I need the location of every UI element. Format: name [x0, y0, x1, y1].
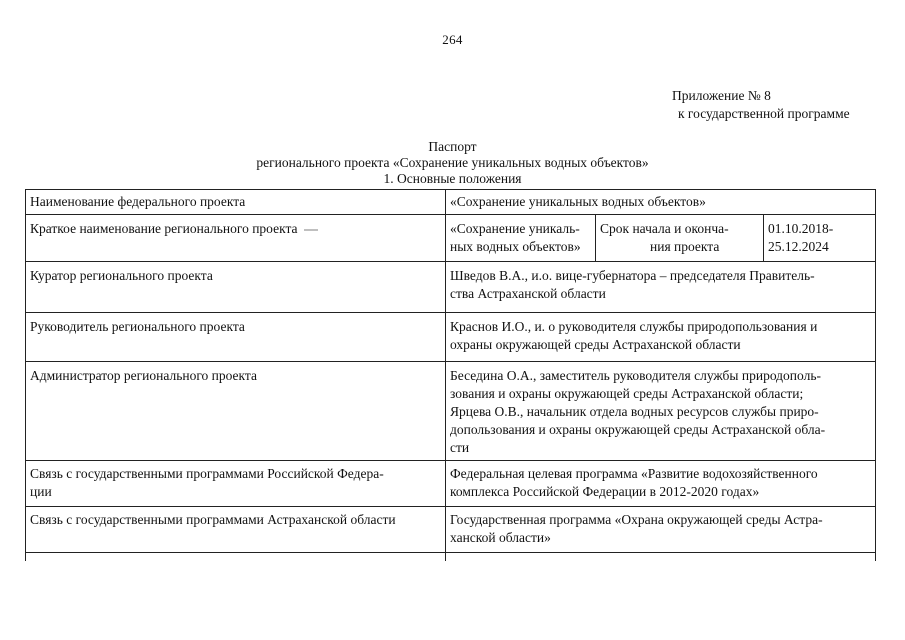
curator-value-line: Шведов В.А., и.о. вице-губернатора – председателя Правитель- — [450, 268, 815, 283]
regional-programs-value-line: ханской области» — [450, 530, 551, 545]
passport-table — [25, 189, 876, 561]
administrator-label: Администратор регионального проекта — [30, 368, 257, 383]
regional-programs-value-line: Государственная программа «Охрана окружающей среды Астра- — [450, 512, 823, 527]
page-number: 264 — [442, 32, 463, 47]
administrator-value-line: Ярцева О.В., начальник отдела водных ресурсов службы приро- — [450, 404, 819, 419]
head-value-line: Краснов И.О., и. о руководителя службы природопользования и — [450, 319, 818, 334]
value-cell — [446, 262, 876, 313]
value-cell — [446, 461, 876, 507]
administrator-value-line: сти — [450, 440, 470, 455]
scan-mark — [304, 229, 318, 231]
table-row-federal-programs — [26, 461, 876, 507]
administrator-value-line: зования и охраны окружающей среды Астраханской области; — [450, 386, 804, 401]
term-value: 01.10.2018- 25.12.2024 — [768, 221, 834, 254]
federal-project-label: Наименование федерального проекта — [30, 194, 246, 209]
appendix-line-2: к государственной программе — [678, 106, 850, 121]
administrator-value-line: допользования и охраны окружающей среды Астраханской обла- — [450, 422, 826, 437]
label-cell — [26, 507, 446, 553]
label-cell — [26, 362, 446, 461]
blank-cell — [446, 553, 876, 562]
short-name-label: Краткое наименование регионального проекта — [30, 221, 298, 236]
curator-label: Куратор регионального проекта — [30, 268, 213, 283]
federal-programs-value-line: комплекса Российской Федерации в 2012-2020 годах» — [450, 484, 760, 499]
federal-programs-label-line: Связь с государственными программами Российской Федера- — [30, 466, 384, 481]
curator-value-line: ства Астраханской области — [450, 286, 606, 301]
administrator-value-line: Беседина О.А., заместитель руководителя службы природополь- — [450, 368, 821, 383]
table-row-federal-project — [26, 190, 876, 215]
value-cell — [446, 215, 876, 262]
title-project-name: регионального проекта «Сохранение уникальных водных объектов» — [256, 155, 649, 170]
table-row-regional-programs — [26, 507, 876, 553]
value-cell — [446, 313, 876, 362]
term-label: Срок начала и оконча- ния проекта — [596, 215, 764, 261]
table-row-blank — [26, 553, 876, 562]
blank-cell — [26, 553, 446, 562]
table-row-short-name — [26, 215, 876, 262]
label-cell — [26, 215, 446, 262]
table-row-administrator — [26, 362, 876, 461]
head-label: Руководитель регионального проекта — [30, 319, 245, 334]
table-row-curator — [26, 262, 876, 313]
title-passport: Паспорт — [428, 139, 477, 154]
federal-programs-value-line: Федеральная целевая программа «Развитие водохозяйственного — [450, 466, 818, 481]
appendix-line-1: Приложение № 8 — [672, 88, 771, 103]
label-cell — [26, 461, 446, 507]
table-row-head — [26, 313, 876, 362]
document-title — [0, 139, 905, 187]
federal-project-value: «Сохранение уникальных водных объектов» — [450, 194, 706, 209]
label-cell — [26, 190, 446, 215]
value-cell — [446, 507, 876, 553]
short-name-value: «Сохранение уникаль- ных водных объектов» — [446, 215, 596, 261]
value-cell — [446, 362, 876, 461]
head-value-line: охраны окружающей среды Астраханской области — [450, 337, 741, 352]
appendix-note — [672, 87, 850, 123]
value-cell — [446, 190, 876, 215]
title-section: 1. Основные положения — [383, 171, 522, 186]
federal-programs-label-line: ции — [30, 484, 52, 499]
label-cell — [26, 262, 446, 313]
regional-programs-label: Связь с государственными программами Астраханской области — [30, 512, 396, 527]
label-cell — [26, 313, 446, 362]
